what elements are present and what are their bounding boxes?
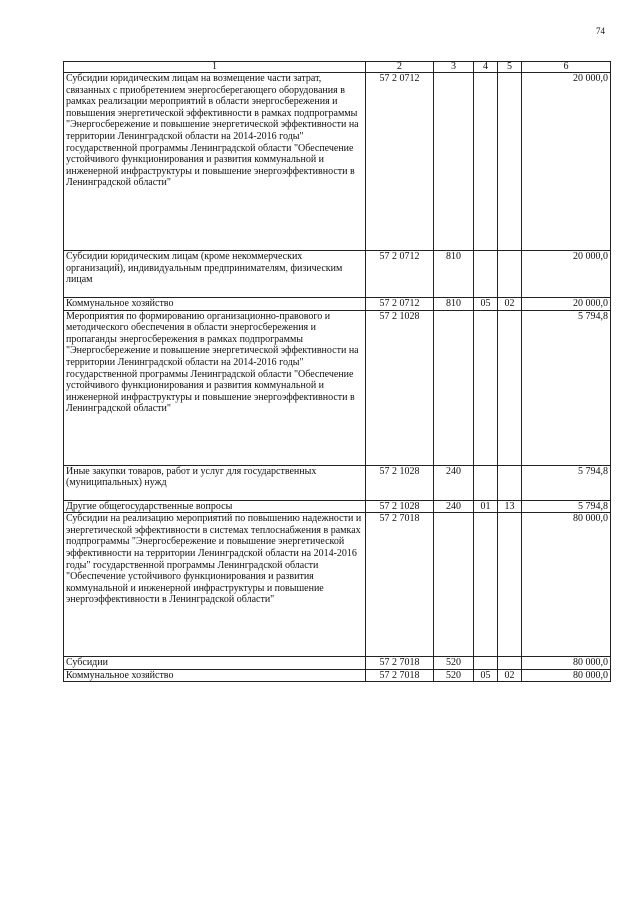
row-description: Иные закупки товаров, работ и услуг для государственных (муниципальных) нужд [64, 465, 366, 500]
row-amount: 20 000,0 [522, 251, 611, 298]
header-col-3: 3 [434, 62, 474, 73]
row-description: Субсидии на реализацию мероприятий по повышению надежности и энергетической эффективности в системах теплоснабжения в рамках подпрограммы "Энергосбережение и повышение энергетической эффективности на территории Ленинградской области на 2014-2016 годы" государственной программы Ленинградской области "Обеспечение устойчивого функционирования и развития коммунальной и инженерной инфраструктуры и повышение энергоэффективности в Ленинградской области" [64, 513, 366, 657]
row-description: Субсидии юридическим лицам на возмещение части затрат, связанных с приобретением энергосберегающего оборудования в рамках реализации мероприятий в области энергосбережения и повышения энергетической эффективности в рамках подпрограммы "Энергосбережение и повышение энергетической эффективности на территории Ленинградской области на 2014-2016 годы" государственной программы Ленинградской области "Обеспечение устойчивого функционирования и развития коммунальной и инженерной инфраструктуры и повышение энергоэффективности в Ленинградской области" [64, 73, 366, 251]
row-section [474, 657, 498, 670]
header-col-2: 2 [366, 62, 434, 73]
row-description: Субсидии [64, 657, 366, 670]
row-section: 01 [474, 500, 498, 513]
row-target-code: 57 2 1028 [366, 465, 434, 500]
row-target-code: 57 2 0712 [366, 298, 434, 311]
table-row [64, 310, 611, 465]
row-section: 05 [474, 298, 498, 311]
table-row [64, 657, 611, 670]
row-subsection [498, 513, 522, 657]
table-row [64, 513, 611, 657]
row-target-code: 57 2 0712 [366, 73, 434, 251]
row-expense-type: 810 [434, 298, 474, 311]
row-description: Субсидии юридическим лицам (кроме некоммерческих организаций), индивидуальным предпринимателям, физическим лицам [64, 251, 366, 298]
table-row [64, 298, 611, 311]
row-expense-type [434, 73, 474, 251]
row-subsection: 13 [498, 500, 522, 513]
row-section [474, 310, 498, 465]
row-description: Коммунальное хозяйство [64, 669, 366, 682]
row-section [474, 251, 498, 298]
header-col-6: 6 [522, 62, 611, 73]
row-subsection [498, 657, 522, 670]
row-amount: 5 794,8 [522, 310, 611, 465]
page-number: 74 [596, 26, 605, 36]
row-expense-type [434, 513, 474, 657]
row-expense-type: 520 [434, 669, 474, 682]
row-amount: 5 794,8 [522, 465, 611, 500]
row-amount: 5 794,8 [522, 500, 611, 513]
row-subsection [498, 310, 522, 465]
row-subsection [498, 73, 522, 251]
row-description: Мероприятия по формированию организационно-правового и методического обеспечения в области энергосбережения и пропаганды энергосбережения в рамках подпрограммы "Энергосбережение и повышение энергетической эффективности на территории Ленинградской области на 2014-2016 годы" государственной программы Ленинградской области "Обеспечение устойчивого функционирования и развития коммунальной и инженерной инфраструктуры и повышение энергоэффективности в Ленинградской области" [64, 310, 366, 465]
row-section: 05 [474, 669, 498, 682]
row-amount: 80 000,0 [522, 657, 611, 670]
row-expense-type: 240 [434, 500, 474, 513]
row-section [474, 465, 498, 500]
row-amount: 80 000,0 [522, 669, 611, 682]
row-target-code: 57 2 1028 [366, 310, 434, 465]
row-expense-type: 810 [434, 251, 474, 298]
row-amount: 20 000,0 [522, 73, 611, 251]
table-row [64, 465, 611, 500]
budget-table [63, 61, 611, 682]
row-subsection: 02 [498, 298, 522, 311]
table-row [64, 251, 611, 298]
row-target-code: 57 2 7018 [366, 513, 434, 657]
row-subsection [498, 465, 522, 500]
row-amount: 20 000,0 [522, 298, 611, 311]
header-col-4: 4 [474, 62, 498, 73]
row-subsection [498, 251, 522, 298]
table-row [64, 669, 611, 682]
row-expense-type [434, 310, 474, 465]
row-target-code: 57 2 7018 [366, 657, 434, 670]
header-row [64, 62, 611, 73]
row-target-code: 57 2 0712 [366, 251, 434, 298]
row-expense-type: 240 [434, 465, 474, 500]
table-row [64, 500, 611, 513]
row-description: Коммунальное хозяйство [64, 298, 366, 311]
header-col-1: 1 [64, 62, 366, 73]
table-row [64, 73, 611, 251]
row-section [474, 73, 498, 251]
row-target-code: 57 2 7018 [366, 669, 434, 682]
header-col-5: 5 [498, 62, 522, 73]
row-target-code: 57 2 1028 [366, 500, 434, 513]
row-description: Другие общегосударственные вопросы [64, 500, 366, 513]
row-expense-type: 520 [434, 657, 474, 670]
row-subsection: 02 [498, 669, 522, 682]
row-amount: 80 000,0 [522, 513, 611, 657]
row-section [474, 513, 498, 657]
